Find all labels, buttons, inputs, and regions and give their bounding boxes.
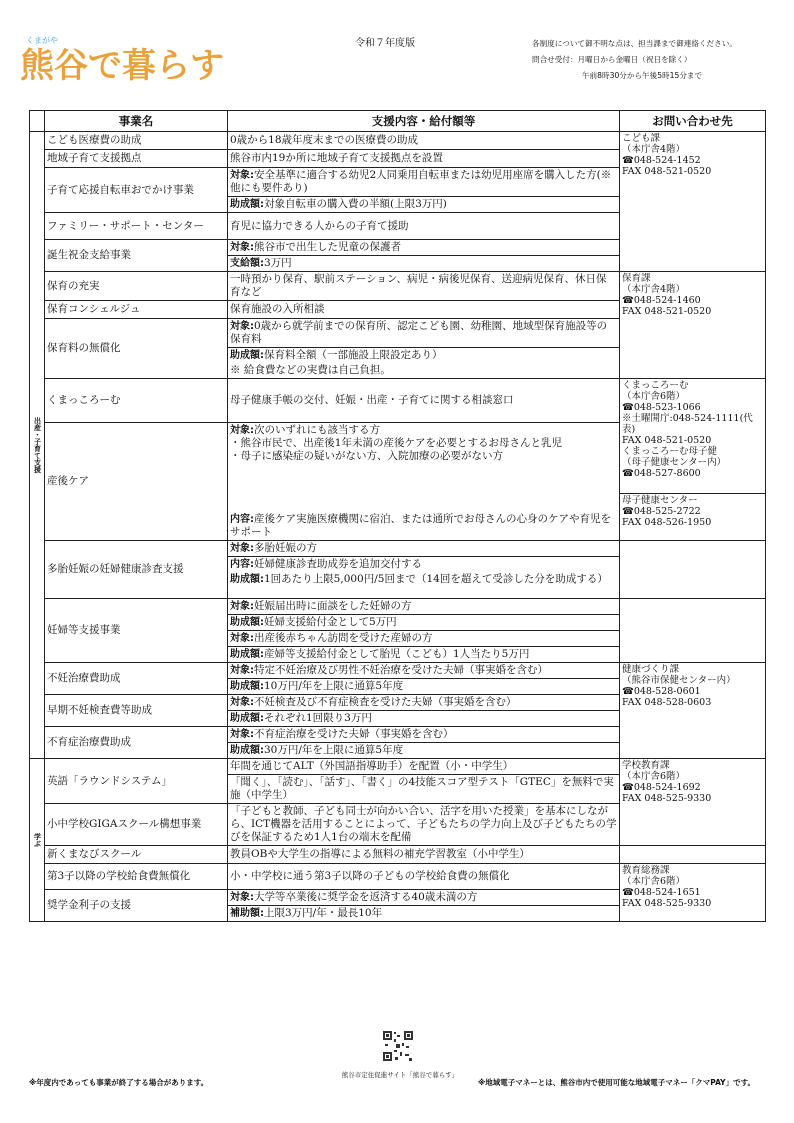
program-name: 英語「ラウンドシステム」 xyxy=(45,759,228,804)
notice-line: 各制度について御不明な点は、担当課まで御連絡ください。 xyxy=(532,39,737,48)
program-content: 対象:不育症治療を受けた夫婦（事実婚を含む） 助成額:30万円/年を上限に通算5年度 xyxy=(228,727,620,759)
contact-line: ☎048-527-8600 xyxy=(622,468,701,479)
contact-line: ☎048-525-2722 xyxy=(622,506,701,517)
contact-line: 学校教育課 xyxy=(622,760,670,771)
program-name: 妊婦等支援事業 xyxy=(45,599,228,663)
qr-caption: 熊谷市定住促進サイト「熊谷で暮らす」 xyxy=(341,1071,459,1079)
edition-label: 令和７年度版 xyxy=(355,38,415,49)
program-name: くまっころーむ xyxy=(45,379,228,423)
category-learning xyxy=(30,759,45,922)
program-content: 対象:多胎妊娠の方 内容:妊婦健康診査助成券を追加交付する 助成額:1回あたり上限5,000円/5回まで（14回を超えて受診した分を助成する） xyxy=(228,541,620,599)
program-name: 小中学校GIGAスクール構想事業 xyxy=(45,804,228,846)
contact-notice xyxy=(532,36,772,84)
program-name: 奨学金利子の支援 xyxy=(45,890,228,922)
category-label: 出産・子育て支援 xyxy=(33,417,42,473)
notice-line: 問合せ受付：月曜日から金曜日（祝日を除く） xyxy=(532,55,692,64)
table-row xyxy=(30,599,766,663)
contact-line: くまっころーむ xyxy=(622,380,689,391)
program-content: 対象:安全基準に適合する幼児2人同乗用自転車または幼児用座席を購入した方(※他にも要件あり) 助成額:対象自転車の購入費の半額(上限3万円) xyxy=(228,168,620,213)
table-row xyxy=(30,379,766,423)
category-label: 学ぶ xyxy=(33,833,42,847)
table-row xyxy=(30,132,766,150)
contact-line: ☎048-528-0601 xyxy=(622,686,701,697)
program-content: 対象:不妊検査及び不育症検査を受けた夫婦（事実婚を含む） 助成額:それぞれ1回限り3万円 xyxy=(228,695,620,727)
contact-kodomo xyxy=(620,132,766,272)
program-content: 対象:0歳から就学前までの保育所、認定こども園、幼稚園、地域型保育施設等の保育料 助成額:保育料全額（一部施設上限設定あり） ※ 給食費などの実費は自己負担。 xyxy=(228,319,620,379)
contact-gakko xyxy=(620,759,766,846)
logo-text: 熊谷で暮らす xyxy=(20,46,224,81)
table-row xyxy=(30,864,766,890)
contact-line: （熊谷市保健センター内） xyxy=(622,675,736,686)
program-content: 年間を通じてALT（外国語指導助手）を配置（小・中学生） 「聞く」、「読む」、「話す」、「書く」の4技能スコア型テスト「GTEC」を無料で実施（中学生） xyxy=(228,759,620,804)
program-name: 不育症治療費助成 xyxy=(45,727,228,759)
table-row xyxy=(30,759,766,804)
program-content: 育児に協力できる人からの子育て援助 xyxy=(228,213,620,240)
contact-line: ☎048-524-1460 xyxy=(622,295,701,306)
program-name: 保育料の無償化 xyxy=(45,319,228,379)
header-contact: お問い合わせ先 xyxy=(620,111,766,132)
program-content: 対象:次のいずれにも該当する方 ・熊谷市民で、出産後1年未満の産後ケアを必要とするお母さんと乳児 ・母子に感染症の疑いがない方、入院加療の必要がない方 内容:産後ケア実施医療機関に宿泊、または通所でお母さんの心身のケアや育児をサポート xyxy=(228,423,620,541)
contact-line: （母子健康センター内） xyxy=(622,457,727,468)
program-name: 地域子育て支援拠点 xyxy=(45,150,228,168)
contact-line: 母子健康センター xyxy=(622,495,698,506)
contact-line: FAX 048-525-9330 xyxy=(622,793,712,804)
contact-line: （本庁舎6階） xyxy=(622,771,686,782)
header-program: 事業名 xyxy=(45,111,228,132)
contact-line: FAX 048-521-0520 xyxy=(622,306,712,317)
program-name: 不妊治療費助成 xyxy=(45,663,228,695)
program-name: 誕生祝金支給事業 xyxy=(45,240,228,272)
program-content: 熊谷市内19か所に地域子育て支援拠点を設置 xyxy=(228,150,620,168)
qr-code[interactable] xyxy=(382,1030,414,1062)
program-content: 対象:妊娠届出時に面談をした妊婦の方 助成額:妊婦支援給付金として5万円 対象:出産後赤ちゃん訪問を受けた産婦の方 助成額:産婦等支援給付金として胎児（こども）1人当たり5万円 xyxy=(228,599,620,663)
header-blank xyxy=(30,111,45,132)
contact-line: ☎048-523-1066 xyxy=(622,402,701,413)
contact-line: ☎048-524-1651 xyxy=(622,887,701,898)
contact-line: FAX 048-521-0520 xyxy=(622,435,712,446)
contact-line: （本庁舎4階） xyxy=(622,284,686,295)
program-content: 「子どもと教師、子ども同士が向かい合い、活字を用いた授業」を基本にしながら、ICT機器を活用することによって、子どもたちの学力向上及び子どもたちの学びを保証するため1人1台の端末を配備 xyxy=(228,804,620,846)
program-content: 対象:熊谷市で出生した児童の保護者 支給額:3万円 xyxy=(228,240,620,272)
contact-line: FAX 048-526-1950 xyxy=(622,517,712,528)
category-childcare xyxy=(30,132,45,759)
contact-line: こども課 xyxy=(622,133,661,144)
table-row xyxy=(30,272,766,301)
contact-kumakko xyxy=(620,379,766,541)
program-name: 第3子以降の学校給食費無償化 xyxy=(45,864,228,890)
program-name: 多胎妊娠の妊婦健康診査支援 xyxy=(45,541,228,599)
program-name: 産後ケア xyxy=(45,423,228,541)
program-name: ファミリー・サポート・センター xyxy=(45,213,228,240)
notice-line: 午前8時30分から午後5時15分まで xyxy=(582,71,703,80)
contact-line: 教育総務課 xyxy=(622,865,670,876)
contact-empty xyxy=(620,846,766,864)
program-content: 一時預かり保育、駅前ステーション、病児・病後児保育、送迎病児保育、休日保育など xyxy=(228,272,620,301)
contact-line: FAX 048-521-0520 xyxy=(622,166,712,177)
program-name: こども医療費の助成 xyxy=(45,132,228,150)
contact-line: 保育課 xyxy=(622,273,651,284)
table-row xyxy=(30,541,766,599)
program-content: 小・中学校に通う第3子以降の子どもの学校給食費の無償化 xyxy=(228,864,620,890)
program-content: 対象:大学等卒業後に奨学金を返済する40歳未満の方 補助額:上限3万円/年・最長10年 xyxy=(228,890,620,922)
program-name: 保育の充実 xyxy=(45,272,228,301)
table-header-row xyxy=(30,111,766,132)
site-logo xyxy=(20,33,250,81)
contact-line: FAX 048-528-0603 xyxy=(622,697,712,708)
contact-line: （本庁舎6階） xyxy=(622,391,686,402)
logo-ruby: くまがや xyxy=(26,36,58,45)
header-content: 支援内容・給付額等 xyxy=(228,111,620,132)
program-name: 子育て応援自転車おでかけ事業 xyxy=(45,168,228,213)
contact-line: くまっころーむ母子健 xyxy=(622,446,718,457)
program-name: 新くまなびスクール xyxy=(45,846,228,864)
program-content: 母子健康手帳の交付、妊娠・出産・子育てに関する相談窓口 xyxy=(228,379,620,423)
contact-kenko xyxy=(620,663,766,759)
program-content: 0歳から18歳年度末までの医療費の助成 xyxy=(228,132,620,150)
program-name: 早期不妊検査費等助成 xyxy=(45,695,228,727)
contact-line: （本庁舎4階） xyxy=(622,144,686,155)
contact-line: ☎048-524-1452 xyxy=(622,155,701,166)
program-content: 保育施設の入所相談 xyxy=(228,301,620,319)
footnote-left: ※年度内であっても事業が終了する場合があります。 xyxy=(29,1078,209,1087)
table-row xyxy=(30,846,766,864)
contact-line: ※土曜開庁:048-524-1111(代表) xyxy=(622,413,753,435)
contact-line: FAX 048-525-9330 xyxy=(622,898,712,909)
program-content: 対象:特定不妊治療及び男性不妊治療を受けた夫婦（事実婚を含む） 助成額:10万円/年を上限に通算5年度 xyxy=(228,663,620,695)
program-name: 保育コンシェルジュ xyxy=(45,301,228,319)
contact-line: （本庁舎6階） xyxy=(622,876,686,887)
contact-somu xyxy=(620,864,766,922)
contact-hoiku xyxy=(620,272,766,379)
program-content: 教員OBや大学生の指導による無料の補充学習教室（小中学生） xyxy=(228,846,620,864)
programs-table xyxy=(29,110,766,922)
footnote-right: ※地域電子マネーとは、熊谷市内で使用可能な地域電子マネー「クマPAY」です。 xyxy=(478,1078,756,1087)
contact-boshi xyxy=(620,493,765,528)
contact-empty xyxy=(620,541,766,599)
table-row xyxy=(30,663,766,695)
contact-line: 健康づくり課 xyxy=(622,664,680,675)
contact-empty xyxy=(620,599,766,663)
contact-line: ☎048-524-1692 xyxy=(622,782,701,793)
